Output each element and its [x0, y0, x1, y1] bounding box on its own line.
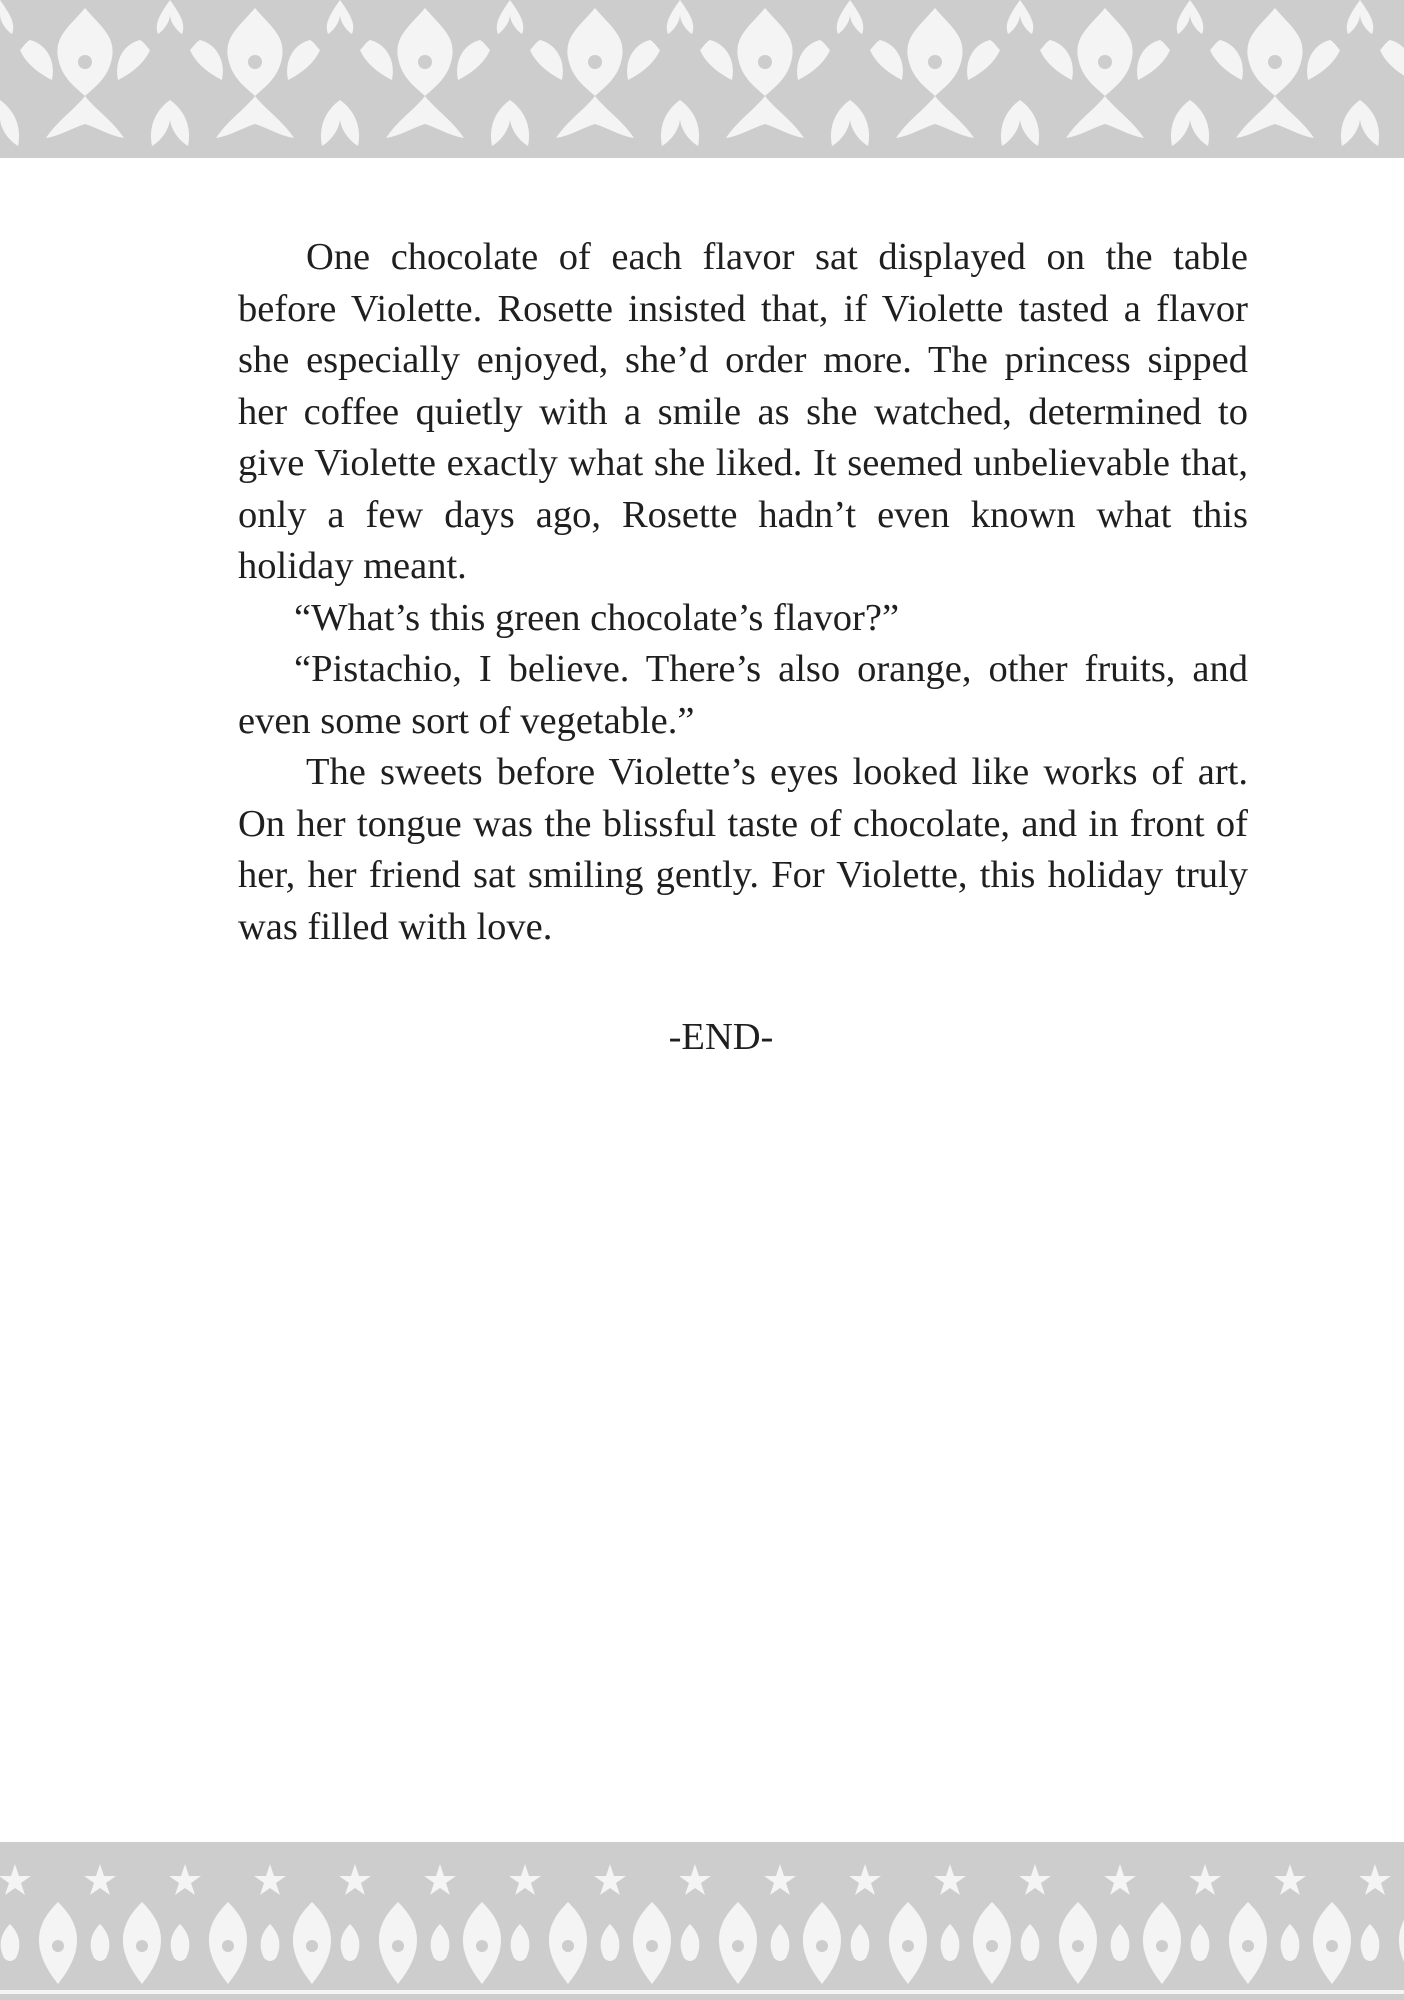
bottom-decorative-band	[0, 1842, 1404, 2000]
damask-star-pattern-icon	[0, 1842, 1404, 2000]
story-paragraph-3: “Pistachio, I believe. There’s also orange, other fruits, and even some sort of vegetable.”	[238, 648, 1248, 742]
end-mark: -END-	[668, 1016, 774, 1058]
story-text	[238, 232, 1248, 953]
top-decorative-band	[0, 0, 1404, 158]
damask-pattern-icon	[0, 0, 1404, 158]
story-paragraph-4: The sweets before Violette’s eyes looked like works of art. On her tongue was the blissful taste of chocolate, and in front of her, her friend sat smiling gently. For Violette, this holiday truly was filled with love.	[238, 751, 1248, 948]
story-paragraph-1: One chocolate of each flavor sat displayed on the table before Violette. Rosette insisted that, if Violette tasted a flavor she especially enjoyed, she’d order more. The princess sipped her coffee quietly with a smile as she watched, determined to give Violette exactly what she liked. It seemed unbelievable that, only a few days ago, Rosette hadn’t even known what this holiday meant.	[238, 236, 1248, 587]
story-paragraph-2: “What’s this green chocolate’s flavor?”	[294, 596, 900, 639]
